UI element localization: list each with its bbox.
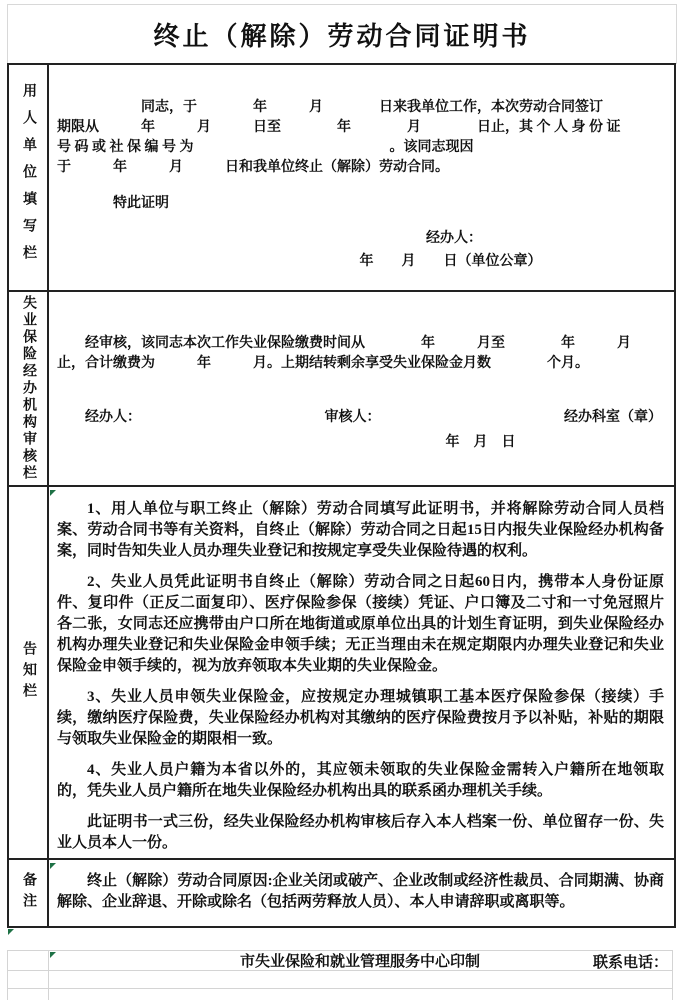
remarks-label-cell[interactable] [9,860,49,926]
employer-section-content-cell[interactable] [49,65,674,290]
employer-agent-label: 经办人： [426,231,483,246]
employer-line-1: 同志，于 年 月 日来我单位工作，本次劳动合同签订 [57,100,603,115]
row-notice-section [9,487,674,860]
review-agent-label: 经办人： [57,410,141,426]
notice-paragraph-5: 此证明书一式三份，经失业保险经办机构审核后存入本人档案一份、单位留存一份、失业人员本人一份。 [57,813,664,851]
review-line-1: 经审核，该同志本次工作失业保险缴费时间从 年 月至 年 月 [57,336,631,352]
contact-phone-label: 联系电话： [592,955,668,971]
review-line-2: 止，合计缴费为 年 月。上期结转剩余享受失业保险金月数 个月。 [57,356,589,372]
row-employer-section [9,65,674,292]
gridline-vertical-right [672,950,673,1000]
row-agency-review-section [9,292,674,486]
green-corner-marker-icon [50,952,56,958]
agency-review-label-cell[interactable] [9,292,49,484]
title-cell[interactable] [7,4,677,64]
green-corner-marker-icon [8,929,14,935]
review-date-line: 年 月 日 [445,435,516,451]
employer-section-label-cell[interactable] [9,65,49,290]
employer-line-4: 于 年 月 日和我单位终止（解除）劳动合同。 [57,160,449,175]
notice-paragraph-3: 3、失业人员申领失业保险金，应按规定办理城镇职工基本医疗保险参保（接续）手续，缴纳医疗保险费，失业保险经办机构对其缴纳的医疗保险费按月予以补贴，补贴的期限与领取失业保险金的期限相一致。 [57,688,664,747]
row-remarks-section [9,860,674,926]
notice-paragraph-2: 2、失业人员凭此证明书自终止（解除）劳动合同之日起60日内，携带本人身份证原件、复印件（正反二面复印）、医疗保险参保（接续）凭证、户口簿及二寸和一寸免冠照片各二张，女同志还应携带由户口所在地街道或原单位出具的计划生育证明，到失业保险经办机构办理失业登记和失业保险金申领手续；无正当理由未在规定期限内办理失业登记和失业保险金申领手续的，视为放弃领取本失业期的失业保险金。 [57,573,664,674]
review-office-label: 经办科室（章） [564,410,662,426]
notice-content-cell[interactable] [49,487,674,858]
printer-text: 市失业保险和就业管理服务中心印制 [239,953,480,970]
notice-paragraph-1: 1、用人单位与职工终止（解除）劳动合同填写此证明书，并将解除劳动合同人员档案、劳动合同书等有关资料，自终止（解除）劳动合同之日起15日内报失业保险经办机构备案，同时告知失业人员办理失业登记和按规定享受失业保险待遇的权利。 [57,500,664,559]
gridline-vertical-left [7,950,8,1000]
form-table [7,63,676,928]
page-title: 终止（解除）劳动合同证明书 [153,22,531,51]
green-corner-marker-icon [50,490,56,496]
footer-cell[interactable] [48,950,672,970]
employer-date-seal-line: 年 月 日（单位公章） [359,254,542,269]
agency-review-label: 失业保险经办机构审核栏 [21,294,36,482]
employer-line-3: 号 码 或 社 保 编 号 为 。该同志现因 [57,140,474,155]
remarks-text: 终止（解除）劳动合同原因:企业关闭或破产、企业改制或经济性裁员、合同期满、协商解除、企业辞退、开除或除名（包括两劳释放人员）、本人申请辞职或离职等。 [57,872,664,910]
certify-statement: 特此证明 [57,196,169,211]
review-reviewer-label: 审核人： [324,410,381,426]
employer-line-2: 期限从 年 月 日至 年 月 日止，其 个 人 身 份 证 [57,120,621,135]
gridline-horizontal-3 [7,988,672,989]
agency-review-content-cell[interactable] [49,292,674,484]
notice-paragraph-4: 4、失业人员户籍为本省以外的，其应领未领取的失业保险金需转入户籍所在地领取的，凭失业人员户籍所在地失业保险经办机构出具的联系函办理机关手续。 [57,761,664,799]
employer-section-label: 用人单位填写栏 [21,83,36,273]
notice-label-cell[interactable] [9,487,49,858]
remarks-label: 备注 [21,871,36,914]
notice-label: 告知栏 [21,640,36,704]
remarks-content-cell[interactable] [49,860,674,926]
green-corner-marker-icon [50,863,56,869]
